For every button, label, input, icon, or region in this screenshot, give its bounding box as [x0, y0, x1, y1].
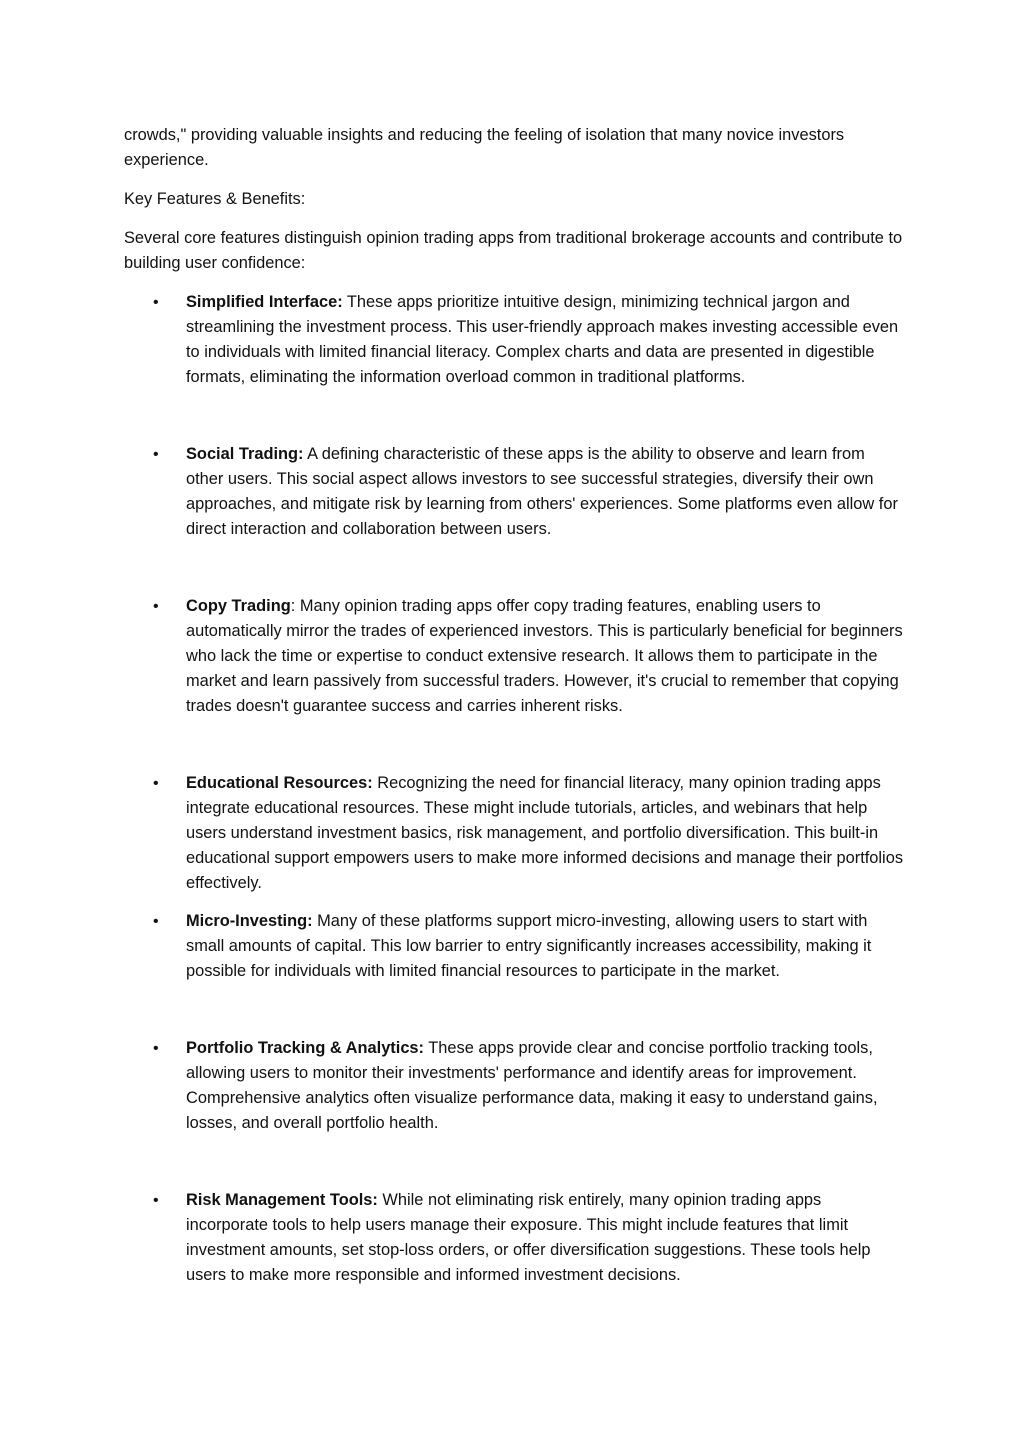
- feature-text: Many of these platforms support micro-investing, allowing users to start with small amounts of capital. This low barrier to entry significantly increases accessibility, making it possible for individuals with limited financial resources to participate in the market.: [186, 912, 872, 980]
- feature-text: While not eliminating risk entirely, many opinion trading apps incorporate tools to help users manage their exposure. This might include features that limit investment amounts, set stop-loss orders, or offer diversification suggestions. These tools help users to make more responsible and informed investment decisions.: [186, 1191, 871, 1284]
- feature-title: Educational Resources:: [186, 774, 373, 792]
- feature-title: Social Trading:: [186, 445, 304, 463]
- feature-item-simplified-interface: [124, 290, 904, 390]
- bullet-icon: •: [153, 1040, 159, 1057]
- section-intro: Several core features distinguish opinion trading apps from traditional brokerage accounts and contribute to building user confidence:: [124, 229, 903, 272]
- feature-text: These apps provide clear and concise portfolio tracking tools, allowing users to monitor their investments' performance and identify areas for improvement. Comprehensive analytics often visualize performance data, making it easy to understand gains, losses, and overall portfolio health.: [186, 1039, 878, 1132]
- feature-title: Copy Trading: [186, 597, 291, 615]
- feature-text: : Many opinion trading apps offer copy trading features, enabling users to automatically mirror the trades of experienced investors. This is particularly beneficial for beginners who lack the time or expertise to conduct extensive research. It allows them to participate in the market and learn passively from successful traders. However, it's crucial to remember that copying trades doesn't guarantee success and carries inherent risks.: [186, 597, 903, 715]
- feature-item-social-trading: [124, 442, 904, 542]
- feature-text: A defining characteristic of these apps is the ability to observe and learn from other users. This social aspect allows investors to see successful strategies, diversify their own approaches, and mitigate risk by learning from others' experiences. Some platforms even allow for direct interaction and collaboration between users.: [186, 445, 898, 538]
- section-heading: Key Features & Benefits:: [124, 190, 306, 208]
- feature-item-risk-management: [124, 1188, 904, 1288]
- bullet-icon: •: [153, 294, 159, 311]
- document-body: [124, 123, 904, 1288]
- bullet-icon: •: [153, 1192, 159, 1209]
- bullet-icon: •: [153, 775, 159, 792]
- feature-item-micro-investing: [124, 909, 904, 984]
- feature-title: Risk Management Tools:: [186, 1191, 378, 1209]
- feature-title: Simplified Interface:: [186, 293, 343, 311]
- feature-item-copy-trading: [124, 594, 904, 719]
- bullet-icon: •: [153, 598, 159, 615]
- feature-text: Recognizing the need for financial literacy, many opinion trading apps integrate educational resources. These might include tutorials, articles, and webinars that help users understand investment basics, risk management, and portfolio diversification. This built-in educational support empowers users to make more informed decisions and manage their portfolios effectively.: [186, 774, 904, 892]
- feature-title: Micro-Investing:: [186, 912, 313, 930]
- feature-list: [124, 290, 904, 1288]
- bullet-icon: •: [153, 913, 159, 930]
- feature-item-educational-resources: [124, 771, 904, 896]
- bullet-icon: •: [153, 446, 159, 463]
- feature-text: These apps prioritize intuitive design, minimizing technical jargon and streamlining the investment process. This user-friendly approach makes investing accessible even to individuals with limited financial literacy. Complex charts and data are presented in digestible formats, eliminating the information overload common in traditional platforms.: [186, 293, 899, 386]
- intro-paragraph: crowds," providing valuable insights and reducing the feeling of isolation that many novice investors experience.: [124, 126, 845, 169]
- feature-title: Portfolio Tracking & Analytics:: [186, 1039, 425, 1057]
- feature-item-portfolio-tracking: [124, 1036, 904, 1136]
